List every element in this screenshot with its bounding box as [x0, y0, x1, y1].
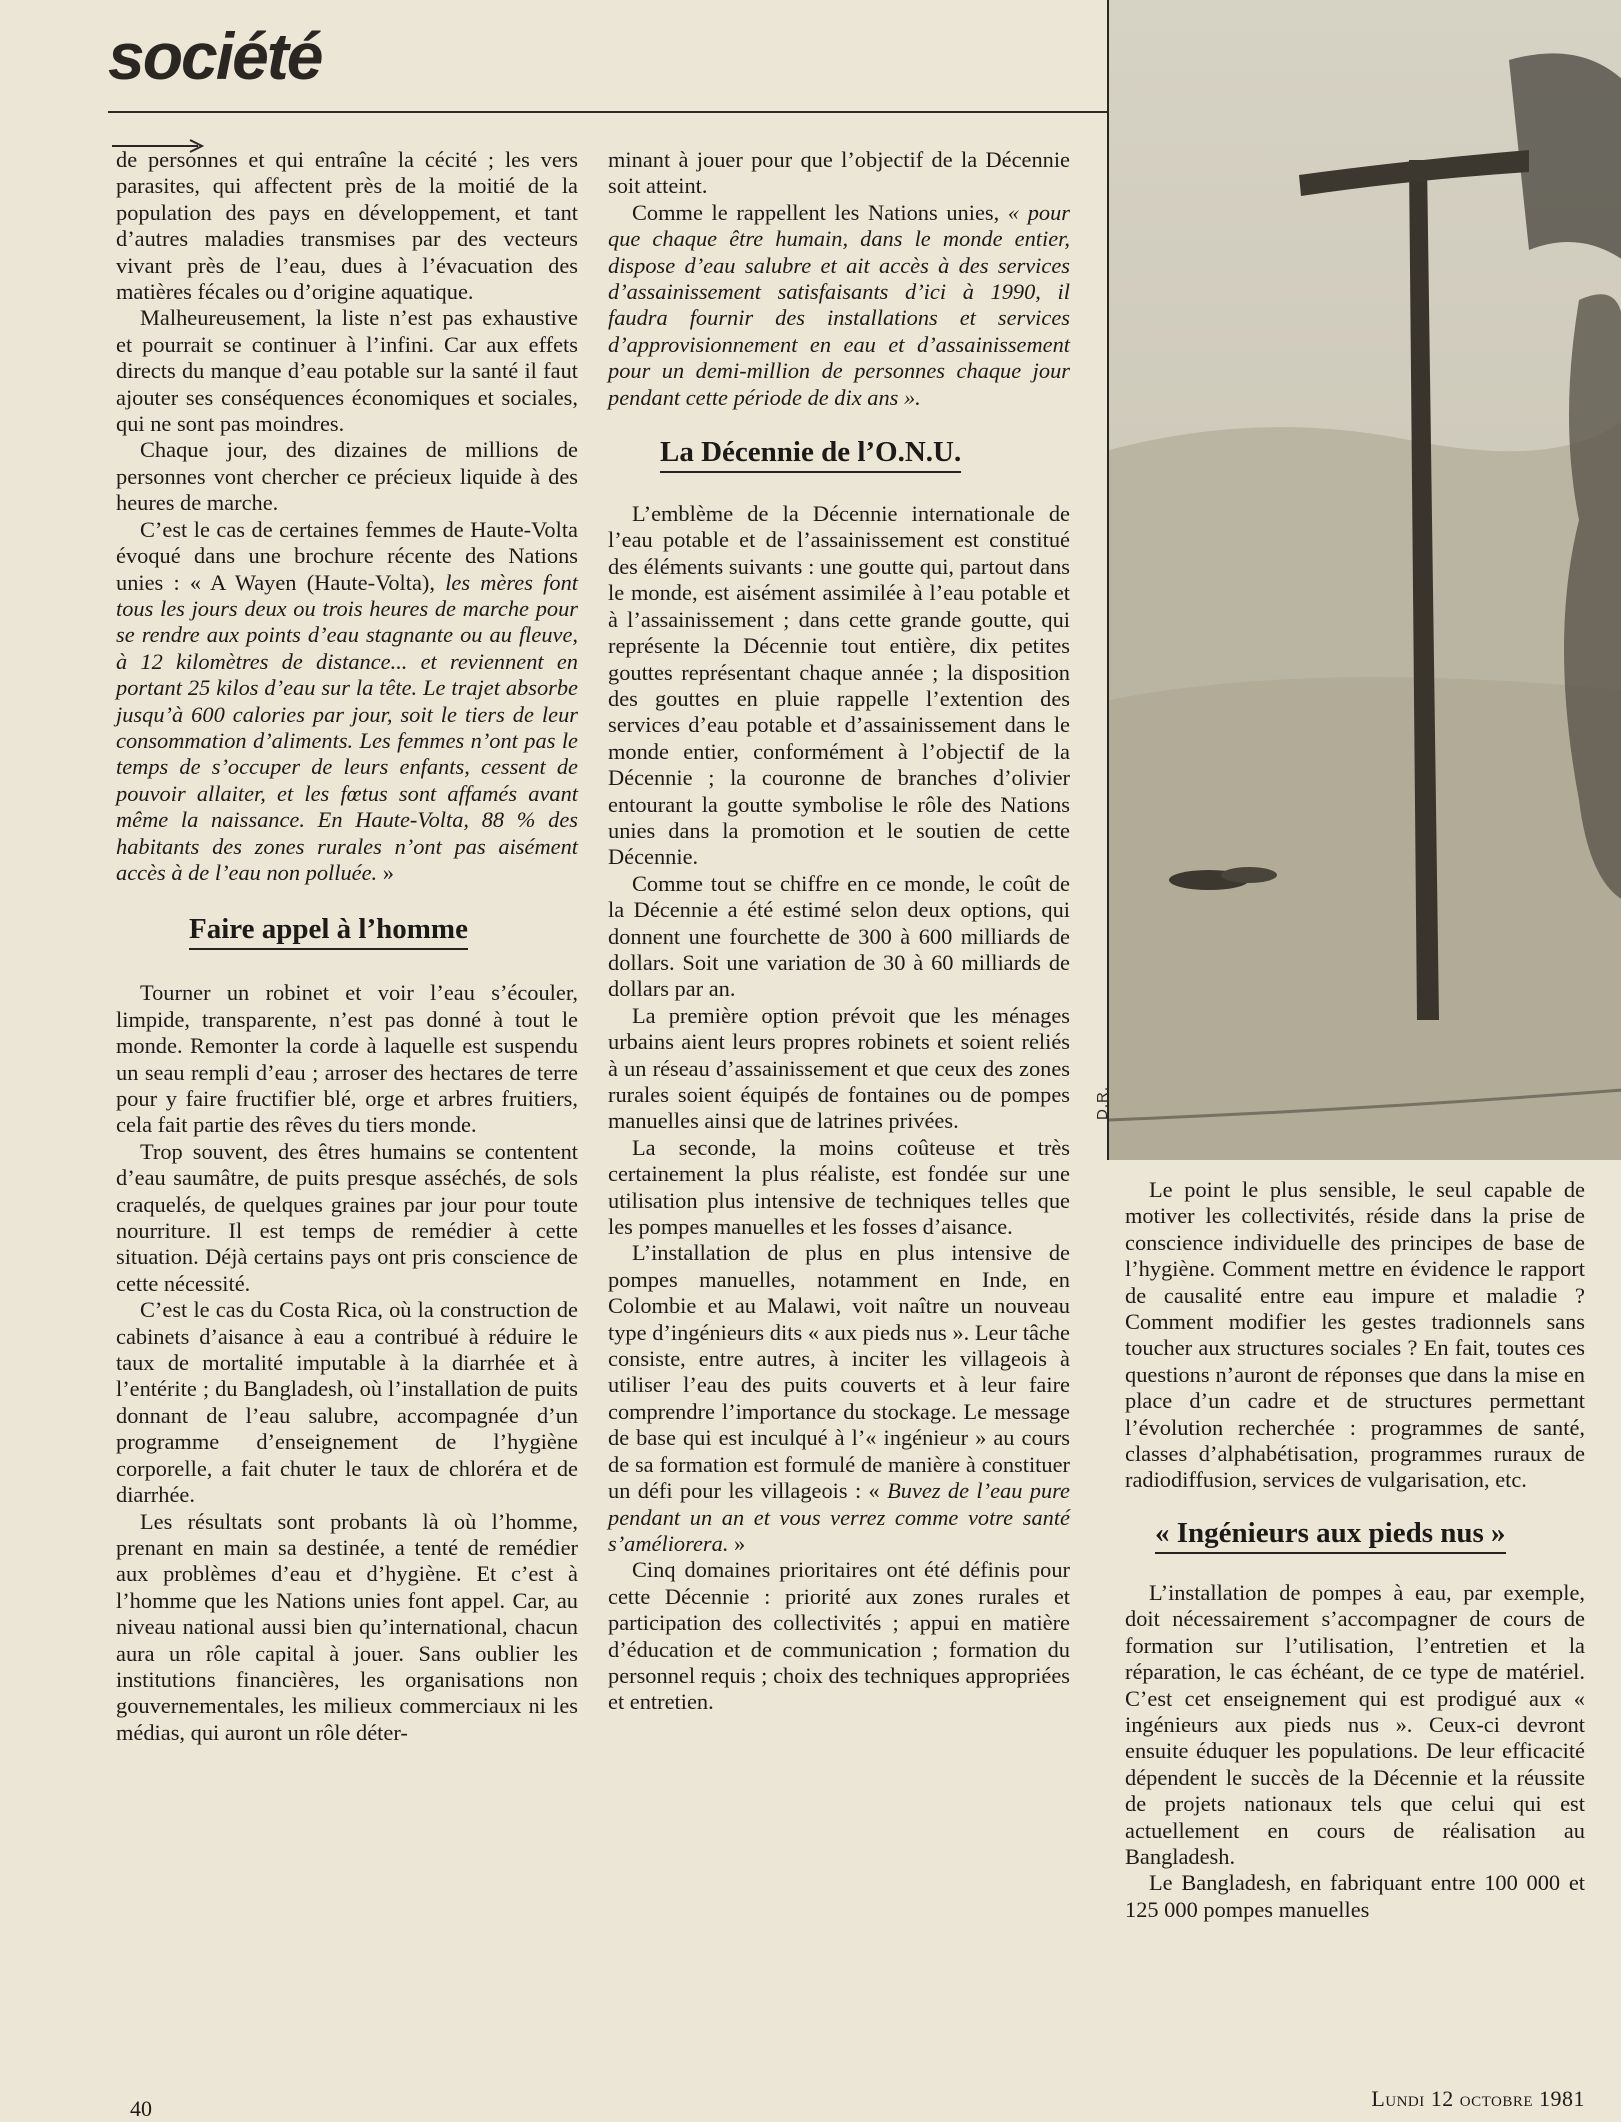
- subheading-text: « Ingénieurs aux pieds nus »: [1155, 1516, 1506, 1554]
- subheading-text: Faire appel à l’homme: [189, 912, 468, 950]
- quote-text: Buvez de l’eau pure pendant un an et vous verrez comme votre santé s’améliorera.: [608, 1478, 1070, 1556]
- paragraph: La seconde, la moins coûteuse et très certainement la plus réaliste, est fondée sur une utilisation plus intensive de techniques telles que les pompes manuelles et les fosses d’aisance.: [608, 1134, 1070, 1240]
- paragraph: Comme tout se chiffre en ce monde, le coût de la Décennie a été estimé selon deux options, qui donnent une fourchette de 300 à 600 milliards de dollars. Soit une variation de 30 à 60 milliards de dollars par an.: [608, 870, 1070, 1002]
- paragraph: Cinq domaines prioritaires ont été définis pour cette Décennie : priorité aux zones rurales et participation des collectivités ; appui en matière d’éducation et de communication ; formation du personnel requis ; choix des techniques appropriées et entretien.: [608, 1557, 1070, 1715]
- paragraph: Le Bangladesh, en fabriquant entre 100 000 et 125 000 pompes manuelles: [1125, 1870, 1585, 1922]
- paragraph: Chaque jour, des dizaines de millions de personnes vont chercher ce précieux liquide à des heures de marche.: [116, 437, 578, 516]
- paragraph-quote: [608, 1240, 1070, 1557]
- article-photo: [1107, 0, 1621, 1160]
- subheading: [116, 912, 578, 950]
- paragraph: Les résultats sont probants là où l’homme, prenant en main sa destinée, a tenté de remédier aux problèmes d’eau et d’hygiène. Et c’est à l’homme que les Nations unies font appel. Car, au niveau national aussi bien qu’international, chacun aura un rôle capital à jouer. Sans oublier les institutions financières, les organisations non gouvernementales, les milieux commerciaux ni les médias, qui auront un rôle déter-: [116, 1508, 578, 1745]
- paragraph-text: C’est le cas de certaines femmes de Haute-Volta évoqué dans une brochure récente des Nations unies : « A Wayen (Haute-Volta),: [116, 516, 578, 595]
- article-column-3: [1125, 1177, 1585, 1923]
- paragraph: Trop souvent, des êtres humains se contentent d’eau saumâtre, de puits presque asséchés, de sols craquelés, de quelques graines par jour pour toute nourriture. Il est temps de remédier à cette situation. Déjà certains pays ont pris conscience de cette nécessité.: [116, 1138, 578, 1296]
- subheading: [608, 435, 1070, 473]
- article-column-1: [116, 147, 578, 1746]
- quote-close: »: [377, 859, 394, 885]
- photo-credit: D.R.: [1094, 1086, 1111, 1120]
- paragraph: C’est le cas du Costa Rica, où la construction de cabinets d’aisance à eau a contribué à réduire le taux de mortalité imputable à la diarrhée et à l’entérite ; du Bangladesh, où l’installation de puits donnant de l’eau salubre, accompagnée d’un programme d’enseignement de l’hygiène corporelle, a fait chuter le taux de chloréra et de diarrhée.: [116, 1297, 578, 1508]
- subheading-text: La Décennie de l’O.N.U.: [660, 435, 961, 473]
- quote-text: les mères font tous les jours deux ou trois heures de marche pour se rendre aux points d’eau stagnante ou au fleuve, à 12 kilomètres de distance... et reviennent en portant 25 kilos d’eau sur la tête. Le trajet absorbe jusqu’à 600 calories par jour, soit le tiers de leur consommation d’aliments. Les femmes n’ont pas le temps de s’occuper de leurs enfants, cessent de pouvoir allaiter, et les fœtus sont affamés avant même la naissance. En Haute-Volta, 88 % des habitants des zones rurales n’ont pas aisément accès à de l’eau non polluée.: [116, 569, 578, 885]
- paragraph-text: Comme le rappellent les Nations unies,: [632, 199, 1008, 225]
- paragraph: L’installation de pompes à eau, par exemple, doit nécessairement s’accompagner de cours de formation sur l’utilisation, l’entretien et la réparation, le cas échéant, de ce type de matériel. C’est cet enseignement qui est prodigué aux « ingénieurs aux pieds nus ». Ceux-ci devront ensuite éduquer les populations. De leur efficacité dépendent le succès de la Décennie et la réussite de projets nationaux tels que celui qui est actuellement en cours de réalisation au Bangladesh.: [1125, 1579, 1585, 1869]
- quote-close: »: [728, 1530, 746, 1556]
- header-rule: [108, 111, 1107, 113]
- paragraph-text: L’installation de plus en plus intensive de pompes manuelles, notamment en Inde, en Colombie et au Malawi, voit naître un nouveau type d’ingénieurs dits « aux pieds nus ». Leur tâche consiste, entre autres, à inciter les villageois à utiliser l’eau des puits couverts et à leur faire comprendre l’importance du stockage. Le message de base qui est inculqué à l’« ingénieur » au cours de sa formation est formulé de manière à constituer un défi pour les villageois : «: [608, 1240, 1070, 1504]
- paragraph: de personnes et qui entraîne la cécité ; les vers parasites, qui affectent près de la moitié de la population des pays en développement, et tant d’autres maladies transmises par des vecteurs vivant près de l’eau, dues à l’évacuation des matières fécales ou d’origine aquatique.: [116, 147, 578, 305]
- paragraph-quote: [608, 200, 1070, 411]
- paragraph: Tourner un robinet et voir l’eau s’écouler, limpide, transparente, n’est pas donné à tout le monde. Remonter la corde à laquelle est suspendu un seau rempli d’eau ; arroser des hectares de terre pour y faire fructifier blé, orge et arbres fruitiers, cela fait partie des rêves du tiers monde.: [116, 980, 578, 1138]
- paragraph: Le point le plus sensible, le seul capable de motiver les collectivités, réside dans la prise de conscience individuelle des principes de base de l’hygiène. Comment mettre en évidence le rapport de causalité entre eau impure et maladie ? Comment modifier les gestes tradionnels sans toucher aux structures sociales ? En fait, toutes ces questions n’auront de réponses que dans la mise en place d’un cadre et de structures permettant l’évolution recherchée : programmes de santé, classes d’alphabétisation, programmes ruraux de radiodiffusion, services de vulgarisation, etc.: [1125, 1177, 1585, 1493]
- photo-image: [1109, 0, 1621, 1160]
- paragraph: minant à jouer pour que l’objectif de la Décennie soit atteint.: [608, 147, 1070, 199]
- article-column-2: [608, 147, 1070, 1716]
- section-title: société: [108, 19, 322, 93]
- quote-text: « pour que chaque être humain, dans le monde entier, dispose d’eau salubre et ait accès à des services d’assainissement satisfaisants d’ici à 1990, il faudra fournir des installations et services d’approvisionnement en eau et d’assainissement pour un demi-million de personnes chaque jour pendant cette période de dix ans ».: [608, 199, 1071, 410]
- page-number: 40: [130, 2096, 152, 2121]
- paragraph: L’emblème de la Décennie internationale de l’eau potable et de l’assainissement est constitué des éléments suivants : une goutte qui, partout dans le monde, est aisément assimilée à l’eau potable et à l’assainissement ; dans cette grande goutte, qui représente la Décennie tout entière, dix petites gouttes représentant chaque année ; la disposition des gouttes en pluie rappelle l’extention des services d’eau potable et d’assainissement dans le monde entier, conformément à l’objectif de la Décennie ; la couronne de branches d’olivier entourant la goutte symbolise le rôle des Nations unies dans la promotion et le soutien de cette Décennie.: [608, 501, 1070, 870]
- paragraph: Malheureusement, la liste n’est pas exhaustive et pourrait se continuer à l’infini. Car aux effets directs du manque d’eau potable sur la santé il faut ajouter ses conséquences économiques et sociales, qui ne sont pas moindres.: [116, 305, 578, 437]
- subheading: [1125, 1516, 1585, 1554]
- paragraph: La première option prévoit que les ménages urbains aient leurs propres robinets et soient reliés à un réseau d’assainissement et que ceux des zones rurales soient équipés de fontaines ou de pompes manuelles ainsi que de latrines privées.: [608, 1002, 1070, 1134]
- paragraph-quote: [116, 517, 578, 887]
- issue-date: Lundi 12 octobre 1981: [1371, 2086, 1585, 2111]
